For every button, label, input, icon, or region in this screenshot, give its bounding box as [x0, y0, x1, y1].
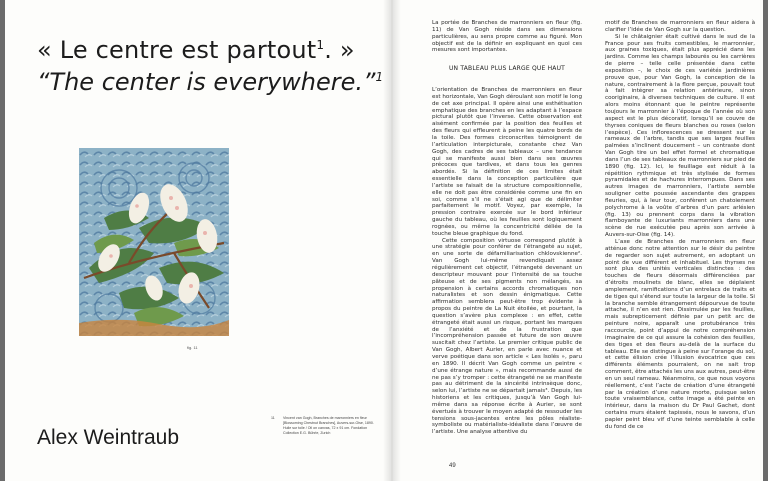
book-gutter	[383, 0, 401, 481]
text-column-2	[605, 20, 755, 431]
caption-number: 11	[271, 416, 275, 420]
figure-label: fig. 11	[187, 345, 198, 350]
section-heading: UN TABLEAU PLUS LARGE QUE HAUT	[448, 65, 566, 73]
body-paragraph: Cette composition virtuose correspond plutôt à une stratégie pour conférer de l’étrangeté au sujet, en une sorte de défamiliarisation chklovskienne². Van Gogh lui-même revendiquait assez régulièrement cet objectif, l’étrangeté devenant un descripteur mouvant pour l’intensité de sa touche pâteuse et de ses pigments non mélangés, sa propension à certains accords chromatiques non naturalistes et son dessin énigmatique. Cette affirmation semblera peut-être trop évidente à propos du peintre de La Nuit étoilée, et pourtant, la question s’avère plus complexe : en effet, cette étrangeté était aussi un risque, portant les marques de l’anxiété et de la frustration que l’incompréhension passée et future de son œuvre suscitait chez l’artiste. Le premier critique public de Van Gogh, Albert Aurier, en parle avec nuance et verve poétique dans son article « Les Isolés », paru en 1890. Il décrit Van Gogh comme un peintre « d’une étrange nature », mais recommande aussi de ne pas s’y tromper : cette étrangeté ne se manifeste pas au détriment de la sincérité intrinsèque donc, selon lui, l’artiste ne se départait jamais³. Depuis, les historiens et les critiques, jusqu’à Van Gogh lui-même dans sa réponse écrite à Aurier, se sont évertués à trouver le moyen adapté de ressouder les tensions sous-jacentes entre les pôles réaliste-symboliste ou matérialiste-idéaliste dans l’œuvre de l’artiste. Une analyse attentive du	[432, 237, 582, 436]
book-spread	[5, 0, 763, 481]
title-english: “The center is everywhere.”$^1$	[37, 68, 384, 96]
caption-text: Vincent van Gogh, Branches de marronniers en fleur [Blossoming Chestnut Branches], Auvers-sur-Oise, 1890. Huile sur toile / Oil on canvas, 72 x 91 cm. Fondation Collection E.G. Bührle, Zurich	[283, 416, 374, 435]
body-paragraph: L’axe de Branches de marronniers en fleur atténue donc notre attention sur le désir du peintre de regarder son sujet autrement, en adoptant un point de vue différent et inhabituel. Les thyrses ne sont plus des unités verticales distinctes : des touches de fleurs désormais différenciées par d’étroits moulinets de blanc, elles se déplaient amplement, ramifications d’un entrelacs de traits et de tiges qui s’étend sur toute la largeur de la toile. Si la branche semble étrangement dépourvue de toute attache, il n’en est rien. Dissimulée par les feuilles, mais subrepticement définie par un petit arc de peinture noire, apparaît une protubérance très raccourcie, point d’appui de notre compréhension imaginaire de ce qui assure la cohésion des feuilles, des tiges et des fleurs au-delà de la surface du tableau. Elle se distingue à peine sur l’orange du sol, et cette élision crée l’illusion évocatrice que ces différents éléments pourraient, on ne sait trop comment, être attachés les uns aux autres, peut-être en un seul rameau. Néanmoins, ce que nous voyons réellement, c’est l’acte de création d’une étrangeté par la création d’une nature morte, puisque selon toute vraisemblance, cette image a été peinte en intérieur, dans la maison du Dr Paul Gachet, dont certains murs étaient tapissés, nous le savons, d’un papier peint bleu vif d’une teinte semblable à celle du fond de ce	[605, 239, 755, 430]
intro-paragraph: La portée de Branches de marronniers en fleur (fig. 11) de Van Gogh réside dans ses dimensions particulières, au sens propre comme au figuré. Mon objectif est de la définir en expliquant en quoi ces mesures sont importantes.	[432, 20, 582, 54]
figure-caption	[271, 416, 379, 436]
page-number: 49	[449, 463, 456, 469]
title-french: « Le centre est partout$^1$. »	[37, 36, 355, 64]
painting-image	[79, 148, 229, 336]
body-paragraph: motif de Branches de marronniers en fleur aidera à clarifier l’idée de Van Gogh sur la question.	[605, 20, 755, 33]
text-column-1	[432, 20, 582, 436]
body-paragraph: Si le châtaignier était cultivé dans le sud de la France pour ses fruits comestibles, le marronnier, aux graines toxiques, était plus apprécié dans les jardins. Comme les champs labourés ou les carrières de pierre – telle celle présentée dans cette exposition –, le choix de ces variétés jardinières prouve que, pour Van Gogh, la conception de la nature, contrairement à la flore perçue, pouvait tout à fait intégrer sa relation antérieure, sinon cooriginaire, à diverses techniques de culture. Il est alors moins étonnant que le peintre représente toujours le marronnier à l’époque de l’année où son aspect est le plus décoratif, lorsqu’il se couvre de thyrses coniques de fleurs blanches ou roses (selon l’espèce). Ces inflorescences se dressent sur le rameaux de l’arbre, tandis que ses larges feuilles palmées s’inclinent doucement – un contraste dont Van Gogh tire un bel effet formel et chromatique dans l’un de ses tableaux de marronniers sur pied de 1890 (fig. 12). Ici, le feuillage est réduit à la répétition rythmique et très stylisée de formes pyramidales et de hachures interrompues. Dans ses autres images de marronniers, l’artiste semble souligner cette poussée ascendante des grappes fleuries, qui, à leur tour, confèrent un chatoiement polychrome à la voûte d’arbres d’un parc arlésien (fig. 13) ou prennent corps dans la vibration flamboyante de luxuriants marronniers dans une scène de rue exécutée peu après son arrivée à Auvers-sur-Oise (fig. 14).	[605, 33, 755, 239]
author-name: Alex Weintraub	[37, 426, 180, 449]
body-paragraph: L’orientation de Branches de marronniers en fleur est horizontale, Van Gogh déroulant son motif le long de cet axe principal. Il opère ainsi une esthétisation emphatique des branches en les adaptant à l’espace pictural plutôt que l’inverse. Cette observation est aisément confirmée par la position des feuilles et des fleurs qui effleurent à peine les quatre bords de la toile. Des formes circonscrites témoignent de l’articulation interpicturale, constante chez Van Gogh, des cadres de ses tableaux – une tendance qui se manifeste aussi bien dans ses œuvres précoces que tardives, et dans tous les genres abordés. Si la définition de ces limites était essentielle dans la conception particulière que l’artiste se faisait de la structure compositionnelle, elle ne doit pas être considérée comme une fin en soi, comme s’il ne s’était agi que de délimiter parfaitement le motif. Voyez, par exemple, la pression contraire exercée sur le bord inférieur gauche du tableau, où les feuilles sont logiquement rognées, ou même la concentricité déliée de la touche bleue graphique du fond.	[432, 87, 582, 237]
